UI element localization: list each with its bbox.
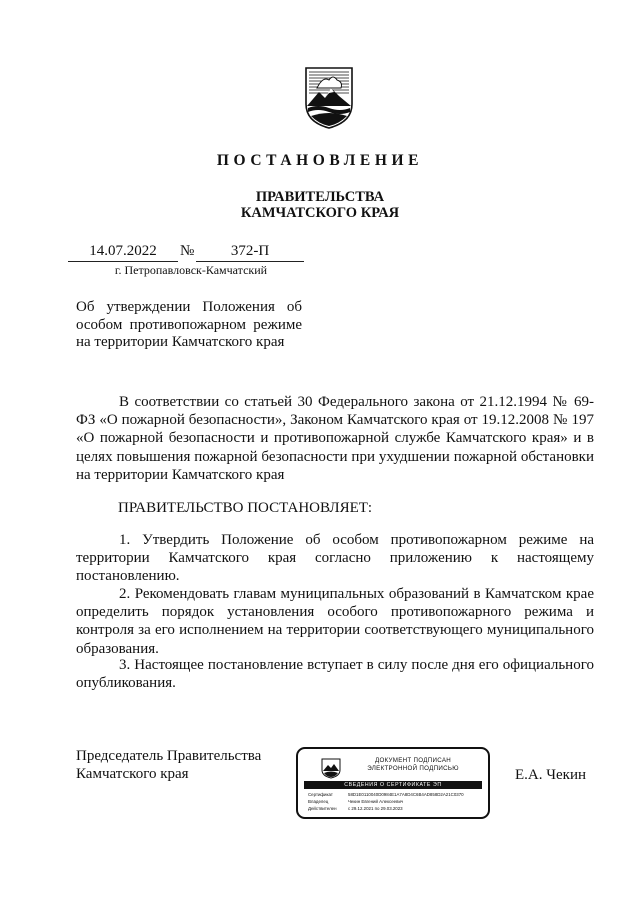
signatory-name: Е.А. Чекин xyxy=(515,767,586,783)
resolution-heading: ПРАВИТЕЛЬСТВО ПОСТАНОВЛЯЕТ: xyxy=(118,500,373,516)
resolution-item-3: 3. Настоящее постановление вступает в силу после дня его официального опубликования. xyxy=(76,657,594,692)
issuer-line-2: КАМЧАТСКОГО КРАЯ xyxy=(240,205,400,221)
issuer-line-1: ПРАВИТЕЛЬСТВА xyxy=(255,189,385,205)
stamp-certificate-bar: СВЕДЕНИЯ О СЕРТИФИКАТЕ ЭП xyxy=(304,781,482,789)
number-underline xyxy=(196,261,304,262)
stamp-certificate-label: Сертификат xyxy=(308,792,333,797)
document-subject: Об утверждении Положения об особом противопожарном режиме на территории Камчатского края xyxy=(76,299,302,350)
document-date: 14.07.2022 xyxy=(89,243,157,259)
stamp-valid-label: Действителен xyxy=(308,806,337,811)
coat-of-arms-icon xyxy=(303,66,355,130)
stamp-owner-value: Чекин Евгений Алексеевич xyxy=(348,799,404,804)
resolution-item-1: 1. Утвердить Положение об особом противопожарном режиме на территории Камчатского края согласно приложению к настоящему постановлению. xyxy=(76,532,594,585)
stamp-header xyxy=(344,757,482,772)
stamp-header-line-1: ДОКУМЕНТ ПОДПИСАН xyxy=(374,757,452,764)
stamp-valid-value: с 29.12.2021 по 29.03.2023 xyxy=(348,806,403,811)
document-number: 372-П xyxy=(230,243,270,259)
electronic-signature-stamp xyxy=(296,747,490,819)
stamp-owner-label: Владелец xyxy=(308,799,329,804)
resolution-item-2: 2. Рекомендовать главам муниципальных образований в Камчатском крае определить порядок установления особого противопожарного режима и контроля за его исполнением на территории соответствующего муниципального образования. xyxy=(76,586,594,657)
date-underline xyxy=(68,261,178,262)
preamble-paragraph: В соответствии со статьей 30 Федерального закона от 21.12.1994 № 69-ФЗ «О пожарной безопасности», Законом Камчатского края от 19.12.2008 № 197 «О пожарной безопасности и противопожарной службе Камчатского края» и в целях повышения пожарной безопасности при ухудшении пожарной обстановки на территории Камчатского края xyxy=(76,394,594,483)
stamp-certificate-row xyxy=(308,792,484,797)
stamp-owner-row xyxy=(308,799,484,804)
number-sign: № xyxy=(180,243,195,259)
document-type-title: ПОСТАНОВЛЕНИЕ xyxy=(216,152,424,169)
issue-city: г. Петропавловск-Камчатский xyxy=(114,263,268,277)
coat-of-arms-icon xyxy=(320,757,342,779)
stamp-valid-row xyxy=(308,806,484,811)
signatory-title: Председатель Правительства Камчатского края xyxy=(76,748,262,783)
stamp-header-line-2: ЭЛЕКТРОННОЙ ПОДПИСЬЮ xyxy=(367,764,459,772)
stamp-certificate-value: 58D1E0110040D0984E1A7A8D4C6B4AD858D2A21C0370 xyxy=(348,792,464,797)
